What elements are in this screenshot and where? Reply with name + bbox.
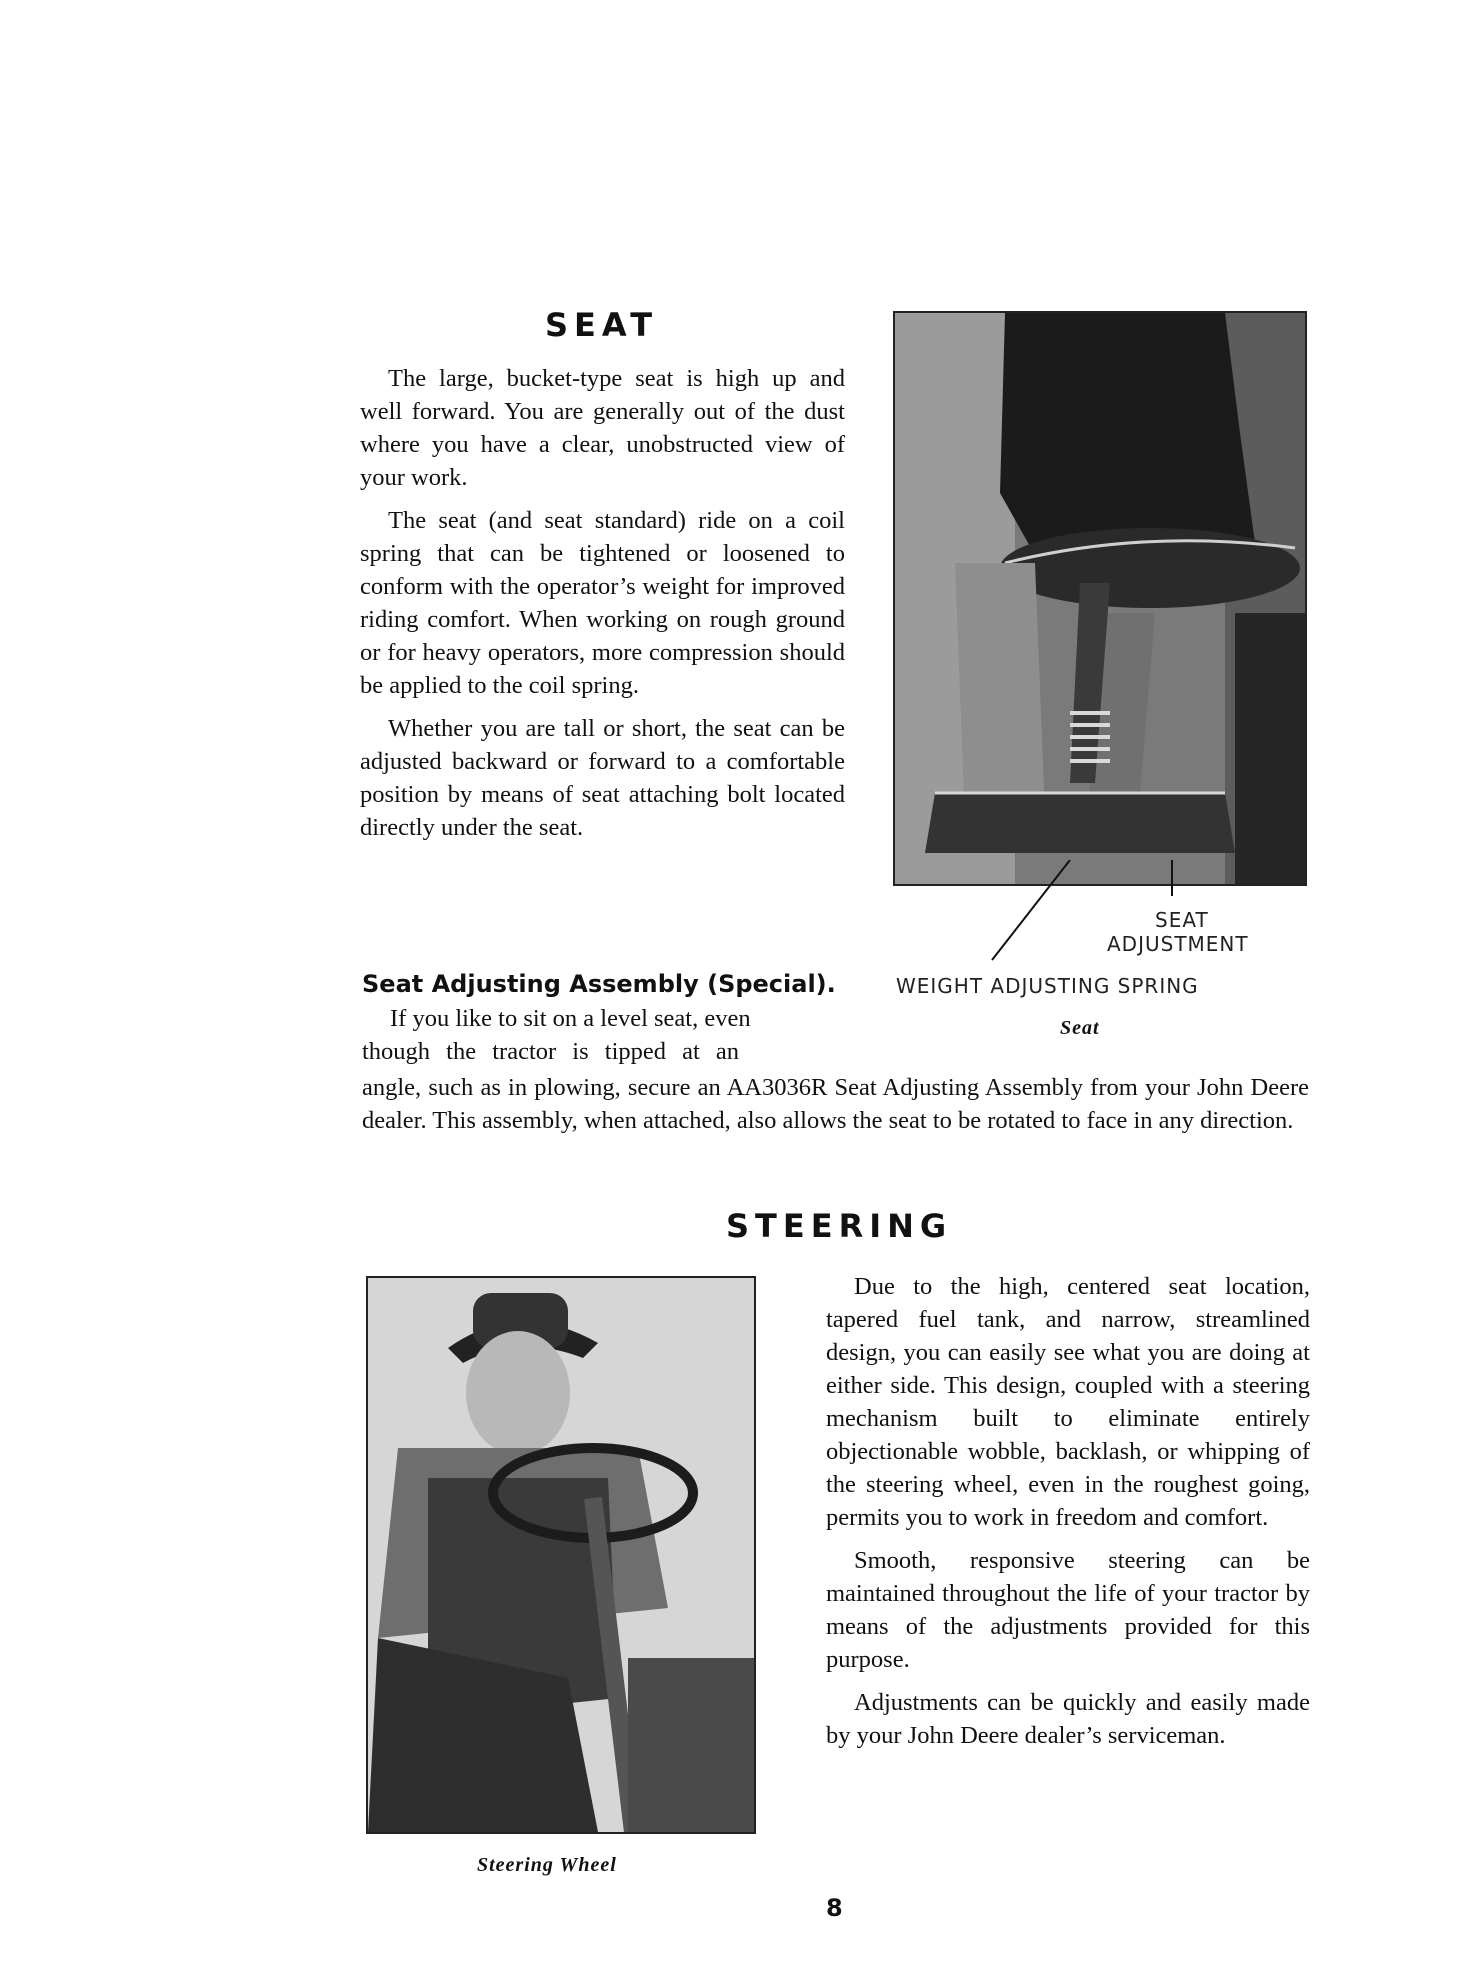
page-number: 8	[826, 1894, 843, 1922]
steering-paragraph-2: Smooth, responsive steering can be maintained throughout the life of your tractor by means of the adjustments provided for this purpose.	[826, 1547, 1310, 1673]
seat-text-column	[360, 362, 845, 844]
seat-adjusting-subheading: Seat Adjusting Assembly (Special).	[362, 970, 836, 998]
seat-heading: SEAT	[545, 306, 659, 344]
seat-paragraph-3: Whether you are tall or short, the seat can be adjusted backward or forward to a comfortable position by means of seat attaching bolt located directly under the seat.	[360, 715, 845, 841]
seat-photo	[893, 311, 1307, 886]
seat-adjustment-label-line1: SEAT	[1155, 908, 1209, 932]
seat-adjustment-label-line2: ADJUSTMENT	[1107, 932, 1249, 956]
special-paragraph-rest: angle, such as in plowing, secure an AA3036R Seat Adjusting Assembly from your John Deere dealer. This assembly, when attached, also allows the seat to be rotated to face in any direction.	[362, 1074, 1309, 1134]
seat-paragraph-2: The seat (and seat standard) ride on a coil spring that can be tightened or loosened to conform with the operator’s weight for improved riding comfort. When working on rough ground or for heavy operators, more compression should be applied to the coil spring.	[360, 507, 845, 699]
steering-wheel-caption: Steering Wheel	[477, 1854, 617, 1876]
steering-paragraph-1: Due to the high, centered seat location, tapered fuel tank, and narrow, streamlined design, you can easily see what you are doing at either side. This design, coupled with a steering mechanism built to eliminate entirely objectionable wobble, backlash, or whipping of the steering wheel, even in the roughest going, permits you to work in freedom and comfort.	[826, 1273, 1310, 1531]
steering-text-column	[826, 1270, 1310, 1752]
steering-wheel-photo	[366, 1276, 756, 1834]
seat-paragraph-1: The large, bucket-type seat is high up and well forward. You are generally out of the dust where you have a clear, unobstructed view of your work.	[360, 365, 845, 491]
steering-heading: STEERING	[726, 1207, 953, 1245]
weight-adjusting-spring-label: WEIGHT ADJUSTING SPRING	[896, 974, 1199, 998]
special-line-2: though the tractor is tipped at an	[362, 1038, 740, 1065]
steering-paragraph-3: Adjustments can be quickly and easily made by your John Deere dealer’s serviceman.	[826, 1689, 1310, 1749]
seat-caption: Seat	[1060, 1017, 1100, 1039]
special-line-1: If you like to sit on a level seat, even	[390, 1005, 751, 1032]
